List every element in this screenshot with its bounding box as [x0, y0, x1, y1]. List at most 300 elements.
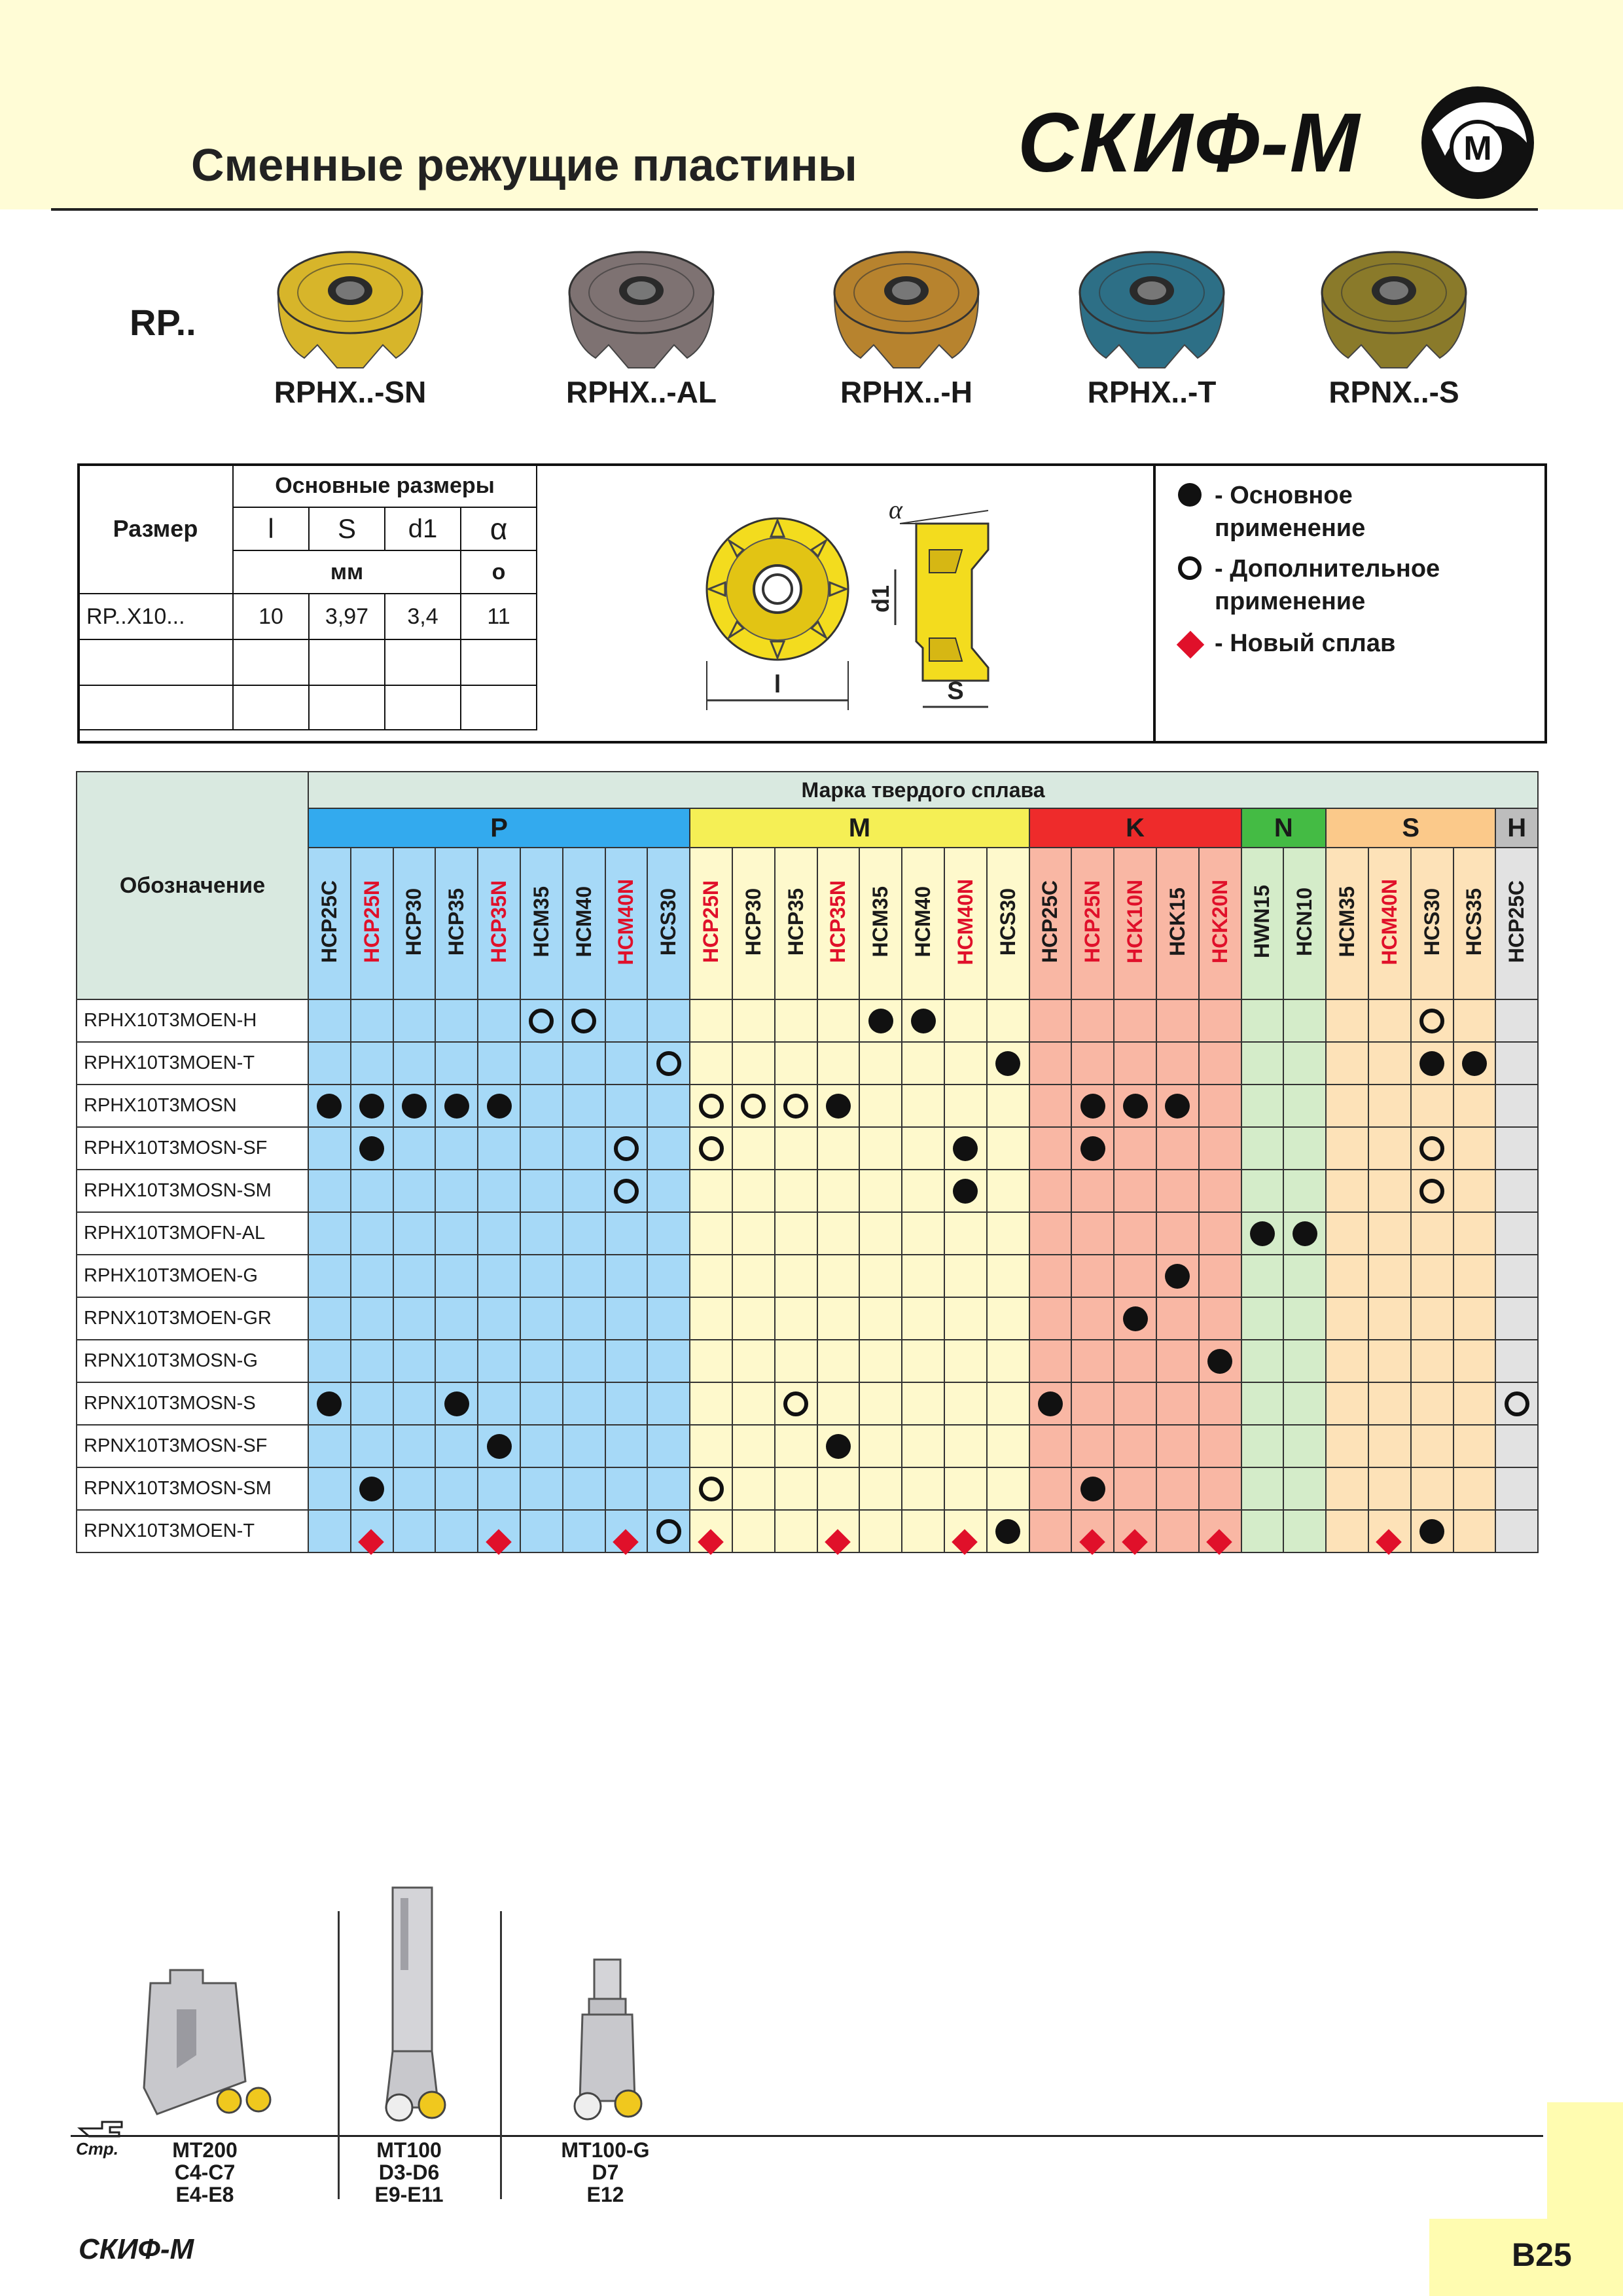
matrix-cell — [1454, 1042, 1496, 1085]
dim-d1-value: 3,4 — [385, 594, 461, 639]
matrix-cell — [902, 1425, 944, 1467]
legend-main-line2: применение — [1215, 514, 1366, 542]
extra-use-mark — [783, 1094, 808, 1119]
matrix-cell — [435, 1297, 478, 1340]
matrix-cell — [1241, 1042, 1284, 1085]
insert-image — [272, 243, 429, 374]
new-alloy-diamond-icon — [613, 1529, 639, 1555]
matrix-cell — [435, 1042, 478, 1085]
main-use-mark — [1250, 1221, 1275, 1246]
main-use-mark — [1080, 1136, 1105, 1161]
grade-name: HCP35N — [478, 848, 520, 999]
open-circle-icon — [1178, 556, 1202, 580]
matrix-cell — [351, 999, 393, 1042]
matrix-cell — [1029, 999, 1072, 1042]
matrix-cell — [1368, 1382, 1411, 1425]
matrix-cell — [1326, 999, 1368, 1042]
matrix-cell — [859, 1212, 902, 1255]
extra-use-mark — [656, 1051, 681, 1076]
main-use-mark — [953, 1179, 978, 1204]
matrix-cell — [944, 999, 987, 1042]
matrix-row — [77, 1212, 1538, 1255]
grade-name: HCS30 — [647, 848, 690, 999]
matrix-cell — [1156, 1382, 1199, 1425]
main-use-mark — [444, 1094, 469, 1119]
matrix-cell — [351, 1127, 393, 1170]
matrix-cell — [1495, 1212, 1538, 1255]
matrix-cell — [1454, 1085, 1496, 1127]
grade-name: HCK15 — [1156, 848, 1199, 999]
iso-group-k: K — [1029, 808, 1241, 848]
insert-item — [272, 243, 429, 374]
matrix-cell — [478, 1340, 520, 1382]
col-l-header: l — [233, 507, 309, 550]
matrix-cell — [732, 1085, 775, 1127]
dim-size-value: RP..X10... — [78, 594, 233, 639]
extra-use-mark — [1419, 1179, 1444, 1204]
matrix-cell — [1071, 999, 1114, 1042]
matrix-cell — [732, 1127, 775, 1170]
matrix-cell — [435, 1382, 478, 1425]
matrix-cell — [775, 1212, 817, 1255]
page-number: B25 — [1512, 2236, 1572, 2273]
drawing-label-alpha: α — [889, 495, 902, 524]
matrix-cell — [1368, 1170, 1411, 1212]
main-use-mark — [1080, 1094, 1105, 1119]
matrix-cell — [520, 1425, 563, 1467]
insert-image — [1315, 243, 1472, 374]
matrix-cell — [775, 999, 817, 1042]
unit-deg: о — [461, 550, 537, 594]
iso-group-m: M — [690, 808, 1029, 848]
matrix-cell — [1241, 1340, 1284, 1382]
matrix-cell — [944, 1127, 987, 1170]
matrix-cell — [775, 1170, 817, 1212]
matrix-cell — [1156, 1255, 1199, 1297]
matrix-cell — [351, 1212, 393, 1255]
matrix-cell — [944, 1340, 987, 1382]
matrix-cell — [520, 1255, 563, 1297]
matrix-cell — [690, 1170, 732, 1212]
matrix-cell — [647, 999, 690, 1042]
matrix-cell — [1156, 1042, 1199, 1085]
matrix-cell — [351, 1467, 393, 1510]
mt200-tool-image — [131, 1937, 281, 2134]
matrix-cell — [859, 1085, 902, 1127]
matrix-cell — [1071, 1467, 1114, 1510]
insert-designation: RPHX10T3MOEN-G — [77, 1255, 308, 1297]
grade-name: HCN10 — [1283, 848, 1326, 999]
matrix-cell — [478, 1255, 520, 1297]
matrix-cell — [520, 1127, 563, 1170]
matrix-cell — [647, 1170, 690, 1212]
grade-name: HCP25C — [1495, 848, 1538, 999]
grade-name: HCK10N — [1114, 848, 1156, 999]
main-use-mark — [359, 1094, 384, 1119]
matrix-cell — [902, 1212, 944, 1255]
insert-image — [828, 243, 985, 374]
main-use-mark — [1165, 1094, 1190, 1119]
matrix-cell — [520, 1212, 563, 1255]
matrix-cell — [1283, 999, 1326, 1042]
matrix-cell — [1071, 1212, 1114, 1255]
grade-name: HCP35N — [817, 848, 860, 999]
page-title: Сменные режущие пластины — [191, 139, 857, 190]
matrix-cell — [478, 1042, 520, 1085]
matrix-cell — [732, 1212, 775, 1255]
matrix-cell — [647, 1212, 690, 1255]
matrix-cell — [1326, 1297, 1368, 1340]
matrix-cell — [1368, 1255, 1411, 1297]
matrix-cell — [1029, 1467, 1072, 1510]
matrix-cell — [902, 1382, 944, 1425]
matrix-cell — [1495, 1042, 1538, 1085]
matrix-cell — [308, 1127, 351, 1170]
matrix-cell — [308, 1425, 351, 1467]
matrix-cell — [647, 1340, 690, 1382]
matrix-cell — [647, 1467, 690, 1510]
iso-group-p: P — [308, 808, 690, 848]
matrix-cell — [1411, 1170, 1454, 1212]
matrix-cell — [351, 1170, 393, 1212]
matrix-cell — [1071, 1425, 1114, 1467]
col-s-header: S — [309, 507, 385, 550]
matrix-cell — [393, 1042, 436, 1085]
matrix-cell — [817, 1085, 860, 1127]
insert-image — [1073, 243, 1230, 374]
grade-name: HWN15 — [1241, 848, 1284, 999]
matrix-cell — [563, 1382, 605, 1425]
tool-name: MT100 — [376, 2138, 442, 2162]
matrix-cell — [902, 1297, 944, 1340]
matrix-cell — [393, 999, 436, 1042]
matrix-cell — [1071, 1042, 1114, 1085]
matrix-cell — [1411, 1340, 1454, 1382]
insert-drawing — [681, 484, 1021, 733]
insert-caption: RPHX..-SN — [274, 375, 427, 409]
tool-mt100 — [337, 2139, 481, 2206]
matrix-cell — [1156, 1425, 1199, 1467]
matrix-cell — [563, 999, 605, 1042]
extra-use-mark — [1419, 1136, 1444, 1161]
matrix-cell — [1283, 1212, 1326, 1255]
matrix-cell — [1199, 1382, 1241, 1425]
designation-header: Обозначение — [77, 772, 308, 999]
matrix-cell — [435, 1340, 478, 1382]
matrix-cell — [1411, 1382, 1454, 1425]
series-label: RP.. — [130, 302, 196, 343]
insert-designation: RPHX10T3MOSN — [77, 1085, 308, 1127]
insert-item — [1073, 243, 1230, 374]
extra-use-mark — [699, 1136, 724, 1161]
new-grade-markers — [0, 1529, 1623, 1555]
matrix-cell — [902, 1467, 944, 1510]
matrix-cell — [647, 1127, 690, 1170]
matrix-cell — [1454, 1340, 1496, 1382]
matrix-cell — [1283, 1340, 1326, 1382]
matrix-cell — [435, 1425, 478, 1467]
matrix-cell — [308, 1297, 351, 1340]
matrix-cell — [944, 1212, 987, 1255]
matrix-cell — [987, 1170, 1029, 1212]
matrix-cell — [902, 999, 944, 1042]
main-use-mark — [1207, 1349, 1232, 1374]
matrix-cell — [647, 1255, 690, 1297]
matrix-cell — [520, 1467, 563, 1510]
insert-item — [563, 243, 720, 374]
matrix-cell — [393, 1085, 436, 1127]
main-dims-header: Основные размеры — [233, 464, 537, 507]
matrix-cell — [1495, 1127, 1538, 1170]
matrix-cell — [1114, 1255, 1156, 1297]
main-use-mark — [1123, 1306, 1148, 1331]
grade-name: HCM35 — [1326, 848, 1368, 999]
iso-group-n: N — [1241, 808, 1327, 848]
matrix-cell — [1411, 1255, 1454, 1297]
matrix-cell — [859, 1340, 902, 1382]
matrix-cell — [1029, 1127, 1072, 1170]
matrix-cell — [1156, 1170, 1199, 1212]
new-alloy-diamond-icon — [952, 1529, 978, 1555]
matrix-cell — [605, 1042, 648, 1085]
matrix-cell — [944, 1042, 987, 1085]
matrix-cell — [563, 1042, 605, 1085]
matrix-cell — [1454, 1425, 1496, 1467]
title-divider — [51, 208, 1538, 211]
grade-name: HCP25N — [690, 848, 732, 999]
tool-ref1: C4-C7 — [174, 2161, 236, 2184]
matrix-row — [77, 1085, 1538, 1127]
matrix-cell — [944, 1382, 987, 1425]
matrix-cell — [520, 1042, 563, 1085]
matrix-row — [77, 1297, 1538, 1340]
matrix-cell — [393, 1212, 436, 1255]
matrix-cell — [732, 999, 775, 1042]
matrix-cell — [435, 1127, 478, 1170]
emblem-letter: M — [1463, 130, 1492, 168]
matrix-cell — [1283, 1255, 1326, 1297]
matrix-cell — [1326, 1425, 1368, 1467]
matrix-row — [77, 1425, 1538, 1467]
matrix-cell — [1114, 1085, 1156, 1127]
matrix-cell — [1029, 1340, 1072, 1382]
insert-caption: RPNX..-S — [1329, 375, 1459, 409]
matrix-cell — [1283, 1127, 1326, 1170]
matrix-cell — [1326, 1170, 1368, 1212]
matrix-cell — [1241, 1127, 1284, 1170]
matrix-cell — [1454, 999, 1496, 1042]
matrix-cell — [520, 1297, 563, 1340]
matrix-cell — [775, 1425, 817, 1467]
tool-ref1: D3-D6 — [378, 2161, 440, 2184]
matrix-cell — [1114, 1382, 1156, 1425]
matrix-cell — [859, 1297, 902, 1340]
grade-name: HCP25N — [351, 848, 393, 999]
main-use-mark — [402, 1094, 427, 1119]
matrix-cell — [859, 1382, 902, 1425]
matrix-cell — [478, 1467, 520, 1510]
insert-designation: RPNX10T3MOSN-S — [77, 1382, 308, 1425]
matrix-cell — [308, 1170, 351, 1212]
grade-name: HCM40 — [563, 848, 605, 999]
page-ref-label: Стр. — [76, 2139, 118, 2159]
matrix-cell — [1029, 1085, 1072, 1127]
matrix-cell — [732, 1425, 775, 1467]
matrix-cell — [1368, 1085, 1411, 1127]
matrix-cell — [1114, 1467, 1156, 1510]
matrix-cell — [732, 1042, 775, 1085]
matrix-cell — [1071, 1170, 1114, 1212]
matrix-cell — [1156, 1085, 1199, 1127]
tool-ref2: E4-E8 — [175, 2183, 234, 2206]
matrix-cell — [1326, 1255, 1368, 1297]
matrix-cell — [1495, 1340, 1538, 1382]
matrix-cell — [1283, 1382, 1326, 1425]
new-alloy-diamond-icon — [1079, 1529, 1105, 1555]
insert-designation: RPNX10T3MOSN-G — [77, 1340, 308, 1382]
matrix-cell — [732, 1340, 775, 1382]
matrix-cell — [1241, 1255, 1284, 1297]
matrix-cell — [775, 1382, 817, 1425]
insert-item — [828, 243, 985, 374]
matrix-cell — [817, 1042, 860, 1085]
matrix-cell — [1241, 1425, 1284, 1467]
matrix-cell — [775, 1297, 817, 1340]
matrix-cell — [605, 1425, 648, 1467]
matrix-cell — [817, 1297, 860, 1340]
tool-ref1: D7 — [592, 2161, 619, 2184]
matrix-cell — [1071, 1255, 1114, 1297]
matrix-cell — [1411, 1127, 1454, 1170]
matrix-cell — [987, 1255, 1029, 1297]
matrix-cell — [1199, 1340, 1241, 1382]
matrix-cell — [690, 1085, 732, 1127]
matrix-cell — [1199, 1297, 1241, 1340]
matrix-cell — [1283, 1042, 1326, 1085]
matrix-cell — [1199, 1170, 1241, 1212]
matrix-cell — [1114, 1340, 1156, 1382]
matrix-cell — [308, 1085, 351, 1127]
matrix-cell — [605, 1085, 648, 1127]
main-use-mark — [911, 1009, 936, 1033]
insert-caption: RPHX..-H — [840, 375, 972, 409]
insert-designation: RPNX10T3MOEN-T — [77, 1510, 308, 1552]
matrix-cell — [1326, 1042, 1368, 1085]
matrix-cell — [987, 1467, 1029, 1510]
footer-brand: СКИФ-М — [79, 2233, 194, 2265]
matrix-cell — [1114, 1212, 1156, 1255]
insert-designation: RPHX10T3MOSN-SF — [77, 1127, 308, 1170]
drawing-label-d1: d1 — [867, 584, 894, 613]
matrix-cell — [1071, 1297, 1114, 1340]
pointing-hand-icon — [76, 2109, 128, 2142]
matrix-cell — [308, 1042, 351, 1085]
matrix-cell — [1114, 1425, 1156, 1467]
main-use-mark — [953, 1136, 978, 1161]
new-alloy-diamond-icon — [1206, 1529, 1232, 1555]
matrix-cell — [987, 1127, 1029, 1170]
matrix-cell — [308, 1382, 351, 1425]
matrix-cell — [563, 1297, 605, 1340]
matrix-cell — [605, 1127, 648, 1170]
matrix-cell — [817, 1382, 860, 1425]
matrix-cell — [732, 1170, 775, 1212]
matrix-cell — [393, 1382, 436, 1425]
matrix-cell — [944, 1255, 987, 1297]
grade-name: HCS30 — [1411, 848, 1454, 999]
matrix-cell — [605, 1170, 648, 1212]
matrix-cell — [1241, 1382, 1284, 1425]
matrix-cell — [563, 1212, 605, 1255]
main-use-mark — [1419, 1051, 1444, 1076]
matrix-cell — [647, 1042, 690, 1085]
filled-circle-icon — [1178, 483, 1202, 507]
grade-name: HCP35 — [435, 848, 478, 999]
matrix-cell — [902, 1085, 944, 1127]
matrix-cell — [308, 1340, 351, 1382]
matrix-cell — [817, 1425, 860, 1467]
matrix-cell — [1156, 1127, 1199, 1170]
matrix-cell — [775, 1127, 817, 1170]
matrix-cell — [902, 1042, 944, 1085]
matrix-cell — [1411, 1212, 1454, 1255]
extra-use-mark — [1419, 1009, 1444, 1033]
empty-cell — [78, 685, 233, 730]
col-d1-header: d1 — [385, 507, 461, 550]
matrix-cell — [520, 1170, 563, 1212]
matrix-cell — [690, 1382, 732, 1425]
matrix-cell — [1199, 1042, 1241, 1085]
drawing-label-s: S — [947, 677, 964, 705]
matrix-cell — [1029, 1170, 1072, 1212]
legend-new-text: - Новый сплав — [1215, 630, 1396, 657]
insert-designation: RPHX10T3MOEN-T — [77, 1042, 308, 1085]
matrix-cell — [1411, 1297, 1454, 1340]
grade-name: HCP25C — [308, 848, 351, 999]
main-use-mark — [444, 1391, 469, 1416]
matrix-cell — [351, 1042, 393, 1085]
main-use-mark — [826, 1434, 851, 1459]
matrix-row — [77, 1255, 1538, 1297]
matrix-cell — [1454, 1467, 1496, 1510]
insert-designation: RPHX10T3MOEN-H — [77, 999, 308, 1042]
main-use-mark — [1462, 1051, 1487, 1076]
main-use-mark — [487, 1094, 512, 1119]
matrix-cell — [1241, 1170, 1284, 1212]
matrix-cell — [351, 1425, 393, 1467]
new-alloy-diamond-icon — [1376, 1529, 1402, 1555]
matrix-cell — [647, 1085, 690, 1127]
matrix-cell — [1199, 1212, 1241, 1255]
matrix-cell — [1156, 999, 1199, 1042]
matrix-cell — [351, 1340, 393, 1382]
matrix-cell — [732, 1297, 775, 1340]
matrix-cell — [435, 1255, 478, 1297]
matrix-cell — [520, 1340, 563, 1382]
matrix-cell — [902, 1127, 944, 1170]
matrix-cell — [732, 1467, 775, 1510]
matrix-cell — [1199, 1085, 1241, 1127]
extra-use-mark — [529, 1009, 554, 1033]
matrix-cell — [817, 1340, 860, 1382]
matrix-cell — [605, 999, 648, 1042]
main-use-mark — [826, 1094, 851, 1119]
dim-alpha-value: 11 — [461, 594, 537, 639]
drawing-label-l: l — [774, 671, 781, 698]
main-use-mark — [317, 1391, 342, 1416]
matrix-cell — [1029, 1382, 1072, 1425]
matrix-cell — [478, 999, 520, 1042]
